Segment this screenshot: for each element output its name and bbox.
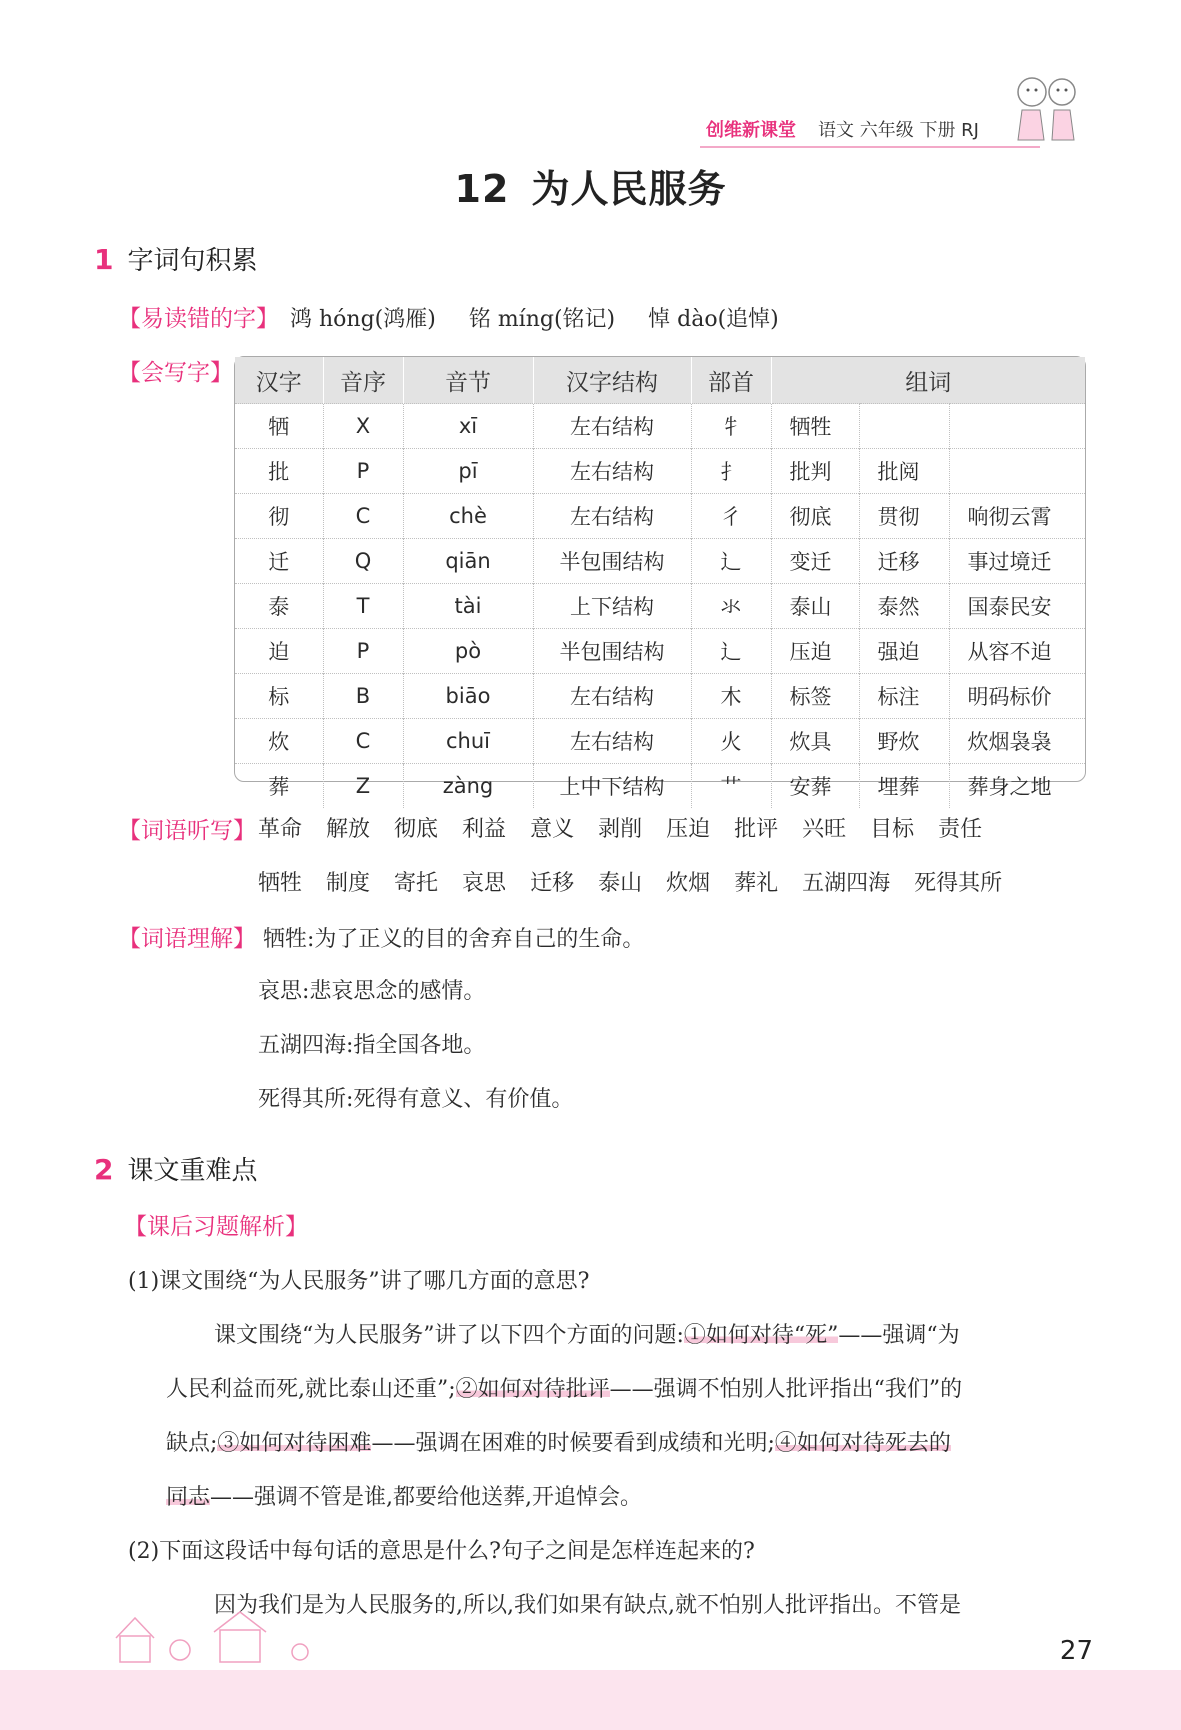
cell-structure: 上下结构 xyxy=(533,584,691,629)
column-header: 汉字结构 xyxy=(533,357,691,404)
cell-structure: 半包围结构 xyxy=(533,629,691,674)
writing-tag-row xyxy=(118,354,233,387)
footer-castle-icon xyxy=(110,1610,340,1666)
dictation-word: 泰山 xyxy=(598,871,643,896)
answer-2: 因为我们是为人民服务的,所以,我们如果有缺点,就不怕别人批评指出。不管是 xyxy=(214,1593,961,1618)
cell-word: 彻底 xyxy=(771,494,859,539)
cell-radical: 辶 xyxy=(691,629,771,674)
brand-name: 创维新课堂 xyxy=(706,120,796,141)
question-2: (2)下面这段话中每句话的意思是什么?句子之间是怎样连起来的? xyxy=(128,1539,755,1564)
cell-word xyxy=(859,404,949,449)
dictation-line-1 xyxy=(258,812,1006,843)
cell-letter: B xyxy=(323,674,403,719)
dictation-word: 死得其所 xyxy=(914,871,1003,896)
dictation-word: 批评 xyxy=(734,817,779,842)
cell-char: 泰 xyxy=(235,584,323,629)
dictation-word: 五湖四海 xyxy=(802,871,891,896)
cell-structure: 左右结构 xyxy=(533,494,691,539)
cell-word: 响彻云霄 xyxy=(949,494,1085,539)
answer-text: 缺点; xyxy=(166,1431,218,1456)
cell-radical: 氺 xyxy=(691,584,771,629)
cell-word: 迁移 xyxy=(859,539,949,584)
cell-char: 迁 xyxy=(235,539,323,584)
cell-char: 迫 xyxy=(235,629,323,674)
dictation-word: 彻底 xyxy=(394,817,439,842)
highlight-text: 同志 xyxy=(166,1485,211,1510)
lesson-title xyxy=(0,158,1181,213)
cell-pinyin: chuī xyxy=(403,719,533,764)
cell-radical: 木 xyxy=(691,674,771,719)
cell-word: 标注 xyxy=(859,674,949,719)
easy-misread-row xyxy=(118,300,779,333)
table-row xyxy=(235,719,1085,764)
cartoon-kids-icon xyxy=(1010,70,1090,150)
table-header-row xyxy=(235,357,1085,404)
cell-word: 从容不迫 xyxy=(949,629,1085,674)
section-title: 课文重难点 xyxy=(127,1156,258,1186)
cell-structure: 半包围结构 xyxy=(533,539,691,584)
cell-radical: 彳 xyxy=(691,494,771,539)
cell-word: 埋葬 xyxy=(859,764,949,809)
cell-letter: Q xyxy=(323,539,403,584)
cell-radical: 牜 xyxy=(691,404,771,449)
column-header: 音节 xyxy=(403,357,533,404)
cell-pinyin: pò xyxy=(403,629,533,674)
cell-word: 事过境迁 xyxy=(949,539,1085,584)
table-row xyxy=(235,404,1085,449)
dictation-word: 剥削 xyxy=(598,817,643,842)
section-number: 1 xyxy=(94,243,114,276)
cell-word: 炊具 xyxy=(771,719,859,764)
cell-char: 炊 xyxy=(235,719,323,764)
cell-word: 葬身之地 xyxy=(949,764,1085,809)
definition-item: 哀思:悲哀思念的感情。 xyxy=(258,979,486,1004)
cell-pinyin: pī xyxy=(403,449,533,494)
cell-letter: P xyxy=(323,449,403,494)
vocab-table-frame xyxy=(234,356,1086,799)
page-header xyxy=(700,112,1060,152)
definition-item: 牺牲:为了正义的目的舍弃自己的生命。 xyxy=(263,927,645,952)
section-2-heading xyxy=(94,1150,258,1187)
cell-pinyin: xī xyxy=(403,404,533,449)
dictation-word: 责任 xyxy=(938,817,983,842)
cell-letter: C xyxy=(323,719,403,764)
book-info: 语文 六年级 下册 RJ xyxy=(818,120,979,141)
dictation-tag-row xyxy=(118,812,256,845)
misread-item: 悼 dào(追悼) xyxy=(648,307,779,332)
exercise-tag-row xyxy=(124,1208,308,1241)
cell-char: 葬 xyxy=(235,764,323,809)
cell-word: 批判 xyxy=(771,449,859,494)
table-row xyxy=(235,584,1085,629)
cell-structure: 上中下结构 xyxy=(533,764,691,809)
answer-1-line-3 xyxy=(166,1426,951,1457)
answer-1-line-4 xyxy=(166,1480,642,1511)
section-title: 字词句积累 xyxy=(127,246,258,276)
question-1: (1)课文围绕“为人民服务”讲了哪几方面的意思? xyxy=(128,1269,590,1294)
lesson-name: 为人民服务 xyxy=(531,167,727,211)
cell-word: 明码标价 xyxy=(949,674,1085,719)
highlight-text: ①如何对待“死” xyxy=(683,1323,839,1348)
dictation-word: 意义 xyxy=(530,817,575,842)
understanding-tag-row xyxy=(118,920,644,953)
cell-word: 国泰民安 xyxy=(949,584,1085,629)
answer-text: 课文围绕“为人民服务”讲了以下四个方面的问题: xyxy=(214,1323,684,1348)
cell-word: 牺牲 xyxy=(771,404,859,449)
dictation-word: 哀思 xyxy=(462,871,507,896)
dictation-word: 利益 xyxy=(462,817,507,842)
cell-word: 泰然 xyxy=(859,584,949,629)
dictation-word: 寄托 xyxy=(394,871,439,896)
lesson-number: 12 xyxy=(454,167,510,211)
cell-pinyin: chè xyxy=(403,494,533,539)
table-row xyxy=(235,449,1085,494)
highlight-text: ②如何对待批评 xyxy=(455,1377,610,1402)
table-body xyxy=(235,404,1085,809)
page-number: 27 xyxy=(1059,1636,1093,1666)
cell-letter: C xyxy=(323,494,403,539)
table-row xyxy=(235,494,1085,539)
answer-text: ——强调不管是谁,都要给他送葬,开追悼会。 xyxy=(210,1485,643,1510)
definition-item: 五湖四海:指全国各地。 xyxy=(258,1033,486,1058)
answer-text: 人民利益而死,就比泰山还重”; xyxy=(166,1377,456,1402)
cell-radical: 辶 xyxy=(691,539,771,584)
dictation-word: 迁移 xyxy=(530,871,575,896)
cell-word: 安葬 xyxy=(771,764,859,809)
understanding-tag: 【词语理解】 xyxy=(118,926,256,952)
cell-letter: P xyxy=(323,629,403,674)
cell-radical: 艹 xyxy=(691,764,771,809)
dictation-word: 炊烟 xyxy=(666,871,711,896)
cell-pinyin: biāo xyxy=(403,674,533,719)
answer-1-line-2 xyxy=(166,1372,962,1403)
answer-text: ——强调在困难的时候要看到成绩和光明; xyxy=(371,1431,775,1456)
exercise-tag: 【课后习题解析】 xyxy=(124,1214,308,1240)
cell-structure: 左右结构 xyxy=(533,674,691,719)
dictation-word: 解放 xyxy=(326,817,371,842)
highlight-text: ④如何对待死去的 xyxy=(774,1431,951,1456)
cell-letter: T xyxy=(323,584,403,629)
writing-tag: 【会写字】 xyxy=(118,360,233,386)
column-header: 组词 xyxy=(771,357,1085,404)
column-header: 部首 xyxy=(691,357,771,404)
cell-char: 牺 xyxy=(235,404,323,449)
column-header: 汉字 xyxy=(235,357,323,404)
misread-item: 鸿 hóng(鸿雁) xyxy=(290,307,436,332)
cell-pinyin: tài xyxy=(403,584,533,629)
easy-misread-tag: 【易读错的字】 xyxy=(118,306,279,332)
misread-item: 铭 míng(铭记) xyxy=(468,307,616,332)
table-row xyxy=(235,764,1085,809)
dictation-word: 牺牲 xyxy=(258,871,303,896)
cell-structure: 左右结构 xyxy=(533,449,691,494)
cell-word: 炊烟袅袅 xyxy=(949,719,1085,764)
answer-text: ——强调不怕别人批评指出“我们”的 xyxy=(609,1377,963,1402)
cell-word xyxy=(949,404,1085,449)
highlight-text: ③如何对待困难 xyxy=(217,1431,372,1456)
cell-char: 批 xyxy=(235,449,323,494)
cell-word: 压迫 xyxy=(771,629,859,674)
section-1-heading xyxy=(94,240,258,277)
dictation-tag: 【词语听写】 xyxy=(118,818,256,844)
cell-radical: 火 xyxy=(691,719,771,764)
dictation-line-2 xyxy=(258,866,1026,897)
cell-pinyin: qiān xyxy=(403,539,533,584)
cell-word: 变迁 xyxy=(771,539,859,584)
header-rule xyxy=(700,146,1040,148)
answer-text: ——强调“为 xyxy=(838,1323,960,1348)
cell-pinyin: zàng xyxy=(403,764,533,809)
cell-structure: 左右结构 xyxy=(533,404,691,449)
table-row xyxy=(235,629,1085,674)
dictation-word: 压迫 xyxy=(666,817,711,842)
cell-word: 标签 xyxy=(771,674,859,719)
cell-word: 批阅 xyxy=(859,449,949,494)
cell-char: 彻 xyxy=(235,494,323,539)
dictation-word: 革命 xyxy=(258,817,303,842)
cell-word: 野炊 xyxy=(859,719,949,764)
cell-word xyxy=(949,449,1085,494)
cell-word: 强迫 xyxy=(859,629,949,674)
cell-letter: X xyxy=(323,404,403,449)
dictation-word: 制度 xyxy=(326,871,371,896)
cell-word: 泰山 xyxy=(771,584,859,629)
table-row xyxy=(235,674,1085,719)
dictation-word: 目标 xyxy=(870,817,915,842)
cell-char: 标 xyxy=(235,674,323,719)
definition-item: 死得其所:死得有意义、有价值。 xyxy=(258,1087,574,1112)
section-number: 2 xyxy=(94,1153,114,1186)
column-header: 音序 xyxy=(323,357,403,404)
vocab-table xyxy=(235,357,1085,808)
table-row xyxy=(235,539,1085,584)
cell-letter: Z xyxy=(323,764,403,809)
cell-word: 贯彻 xyxy=(859,494,949,539)
dictation-word: 葬礼 xyxy=(734,871,779,896)
footer-band xyxy=(0,1670,1181,1730)
cell-radical: 扌 xyxy=(691,449,771,494)
dictation-word: 兴旺 xyxy=(802,817,847,842)
cell-structure: 左右结构 xyxy=(533,719,691,764)
answer-1-line-1 xyxy=(214,1318,960,1349)
